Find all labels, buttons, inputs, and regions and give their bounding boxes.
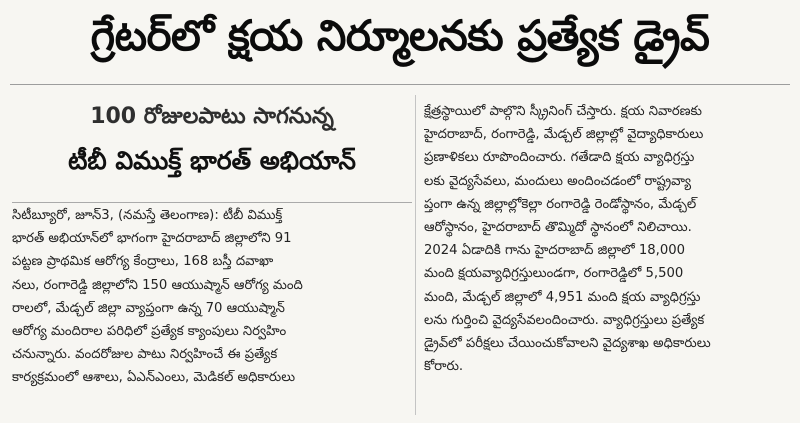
body-line: ఆరోస్థానం, హైదరాబాద్ తొమ్మిదో స్థానంలో నిలిచాయి. <box>424 220 692 236</box>
left-body-text <box>12 204 410 414</box>
subheadline-line-2: టీబీ విముక్త్ భారత్ అభియాన్ <box>68 146 356 175</box>
body-line: ప్తంగా ఉన్న జిల్లాల్లోకెల్లా రంగారెడ్డి రెండోస్థానం, మేడ్చల్ <box>424 196 697 212</box>
body-line: కోరారు. <box>424 359 464 375</box>
column-divider <box>415 95 416 415</box>
subheadline-line-1: 100 రోజులపాటు సాగనున్న <box>90 104 334 129</box>
body-line: భారత్ అభియాన్‌లో భాగంగా హైదరాబాద్ జిల్లాలోని 91 <box>12 231 292 247</box>
body-line: చనున్నారు. వందరోజుల పాటు నిర్వహించే ఈ ప్రత్యేక <box>12 347 278 363</box>
body-line: ప్రణాళికలు రూపొందించారు. గతేడాది క్షయ వ్యాధిగ్రస్తు <box>424 150 695 166</box>
body-line: పట్టణ ప్రాథమిక ఆరోగ్య కేంద్రాలు, 168 బస్తీ దవాఖా <box>12 254 274 270</box>
subheadline-box <box>12 92 412 203</box>
left-column <box>12 92 412 417</box>
body-line: సిటీబ్యూరో, జూన్3, (నమస్తే తెలంగాణ): టీబీ విముక్త్ <box>12 208 283 223</box>
body-line: ఆరోగ్య మందిరాల పరిధిలో ప్రత్యేక క్యాంపులు నిర్వహిం <box>12 324 287 340</box>
body-line: రాలలో, మేడ్చల్ జిల్లా వ్యాప్తంగా ఉన్న 70 ఆయుష్మాన్ <box>12 300 285 316</box>
headline-divider <box>10 84 790 85</box>
body-line: కార్యక్రమంలో ఆశాలు, ఏఎన్ఎంలు, మెడికల్ అధికారులు <box>12 370 296 386</box>
body-line: నలు, రంగారెడ్డి జిల్లాలోని 150 ఆయుష్మాన్ ఆరోగ్య మంది <box>12 277 303 293</box>
body-line: లకు వైద్యసేవలు, మందులు అందించడంలో రాష్ట్రవ్యా <box>424 173 691 189</box>
body-line: 2024 ఏడాదికి గాను హైదరాబాద్ జిల్లాలో 18,000 <box>424 243 685 259</box>
right-body-text <box>424 100 794 418</box>
body-line: హైదరాబాద్, రంగారెడ్డి, మేడ్చల్ జిల్లాల్లో వైద్యాధికారులు <box>424 127 704 143</box>
body-line: క్షేత్రస్థాయిలో పాల్గొని స్క్రీనింగ్ చేస్తారు. క్షయ నివారణకు <box>424 104 702 119</box>
body-line: మంది క్షయవ్యాధిగ్రస్తులుండగా, రంగారెడ్డిలో 5,500 <box>424 266 684 282</box>
body-line: డ్రైవ్‌లో పరీక్షలు చేయించుకోవాలని వైద్యశాఖ అధికారులు <box>424 336 711 352</box>
headline: గ్రేటర్‌లో క్షయ నిర్మూలనకు ప్రత్యేక డ్రైవ్ <box>90 11 710 60</box>
body-line: లను గుర్తించి వైద్యసేవలందించారు. వ్యాధిగ్రస్తులు ప్రత్యేక <box>424 312 705 328</box>
body-line: మంది, మేడ్చల్ జిల్లాలో 4,951 మంది క్షయ వ్యాధిగ్రస్తు <box>424 289 701 305</box>
